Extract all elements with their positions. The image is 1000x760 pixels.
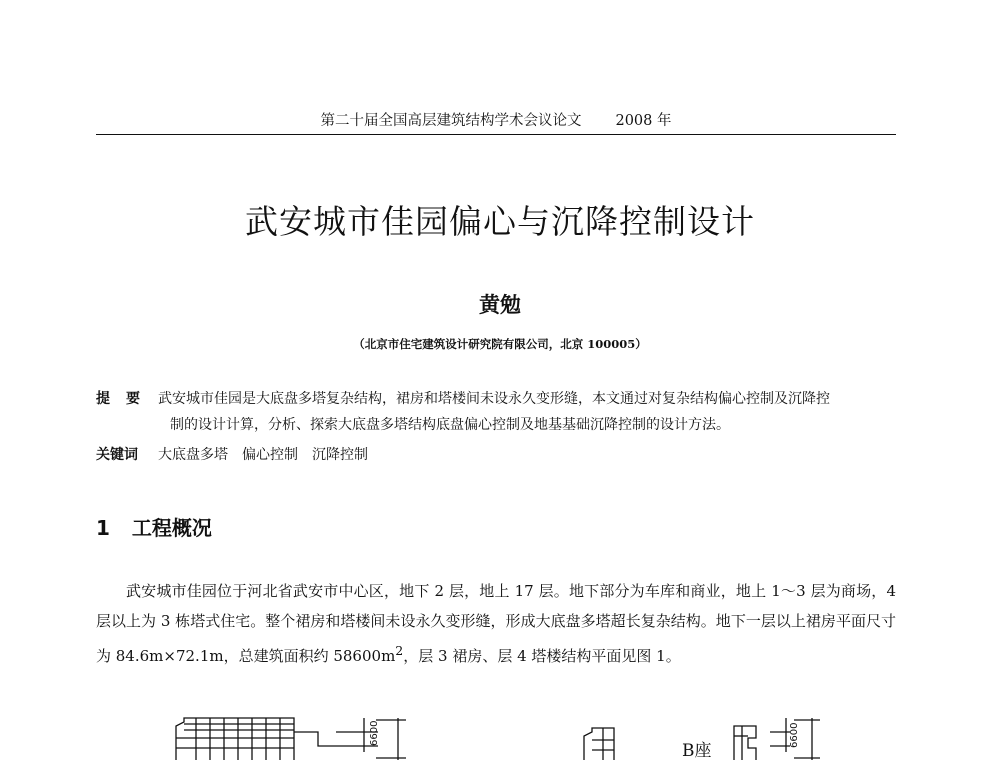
section-body <box>96 577 896 672</box>
running-header <box>96 108 896 135</box>
abstract <box>96 386 896 438</box>
area-superscript: 2 <box>395 643 404 658</box>
right-dimension-label: 6600 <box>789 722 800 748</box>
abstract-label: 提要 <box>96 391 156 407</box>
left-dimension-label: 6600 <box>369 720 380 746</box>
section-title: 工程概况 <box>131 516 212 540</box>
section-number: 1 <box>96 516 110 540</box>
body-text-part-2: ，层 3 裙房、层 4 塔楼结构平面见图 1。 <box>403 647 681 665</box>
keyword-3: 沉降控制 <box>312 447 368 463</box>
abstract-line-2: 制的设计计算，分析、探索大底盘多塔结构底盘偏心控制及地基基础沉降控制的设计方法。 <box>170 417 730 433</box>
keywords <box>96 442 896 468</box>
building-b-label: B座 <box>682 741 712 760</box>
keyword-1: 大底盘多塔 <box>158 447 228 463</box>
keywords-label: 关键词 <box>96 447 138 463</box>
author-name: 黄勉 <box>479 292 521 317</box>
figure-1-floor-plans <box>0 712 1000 760</box>
conference-name: 第二十届全国高层建筑结构学术会议论文 <box>320 113 582 129</box>
conference-year: 2008 年 <box>615 113 672 129</box>
affiliation: （北京市住宅建筑设计研究院有限公司，北京 100005） <box>353 337 647 351</box>
paper-title: 武安城市佳园偏心与沉降控制设计 <box>245 202 755 241</box>
body-text-part-1: 武安城市佳园位于河北省武安市中心区，地下 2 层，地上 17 层。地下部分为车库和商业，地上 1～3 层为商场，4 层以上为 3 栋塔式住宅。整个裙房和塔楼间未设永久变形缝，形成大底盘多塔超长复杂结构。地下一层以上裙房平面尺寸为 84.6m×72.1m，总建筑面积约 58600m <box>96 582 896 665</box>
body-paragraph <box>96 577 896 672</box>
section-heading <box>96 512 212 541</box>
abstract-line-1: 武安城市佳园是大底盘多塔复杂结构，裙房和塔楼间未设永久变形缝，本文通过对复杂结构偏心控制及沉降控 <box>158 391 830 407</box>
keyword-2: 偏心控制 <box>242 447 298 463</box>
